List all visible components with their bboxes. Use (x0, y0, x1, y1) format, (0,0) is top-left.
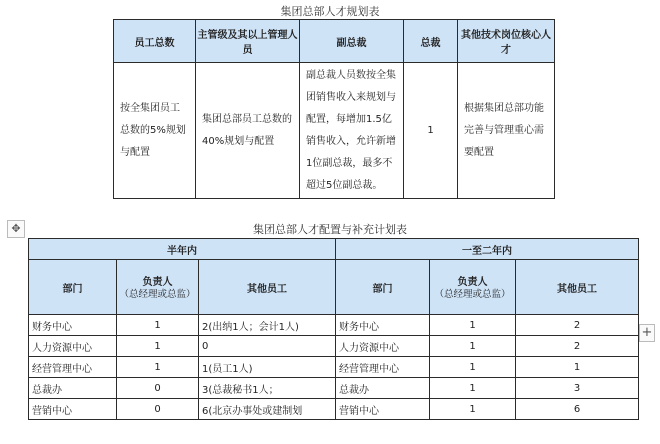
cell-core-talent: 根据集团总部功能完善与管理重心需要配置 (458, 63, 555, 199)
header-other-staff-1: 其他员工 (199, 260, 336, 315)
cell-other-staff-2: 1 (516, 357, 639, 378)
header-manager-1 (117, 260, 199, 315)
cell-department-2: 营销中心 (336, 399, 430, 420)
cell-other-staff-2: 6 (516, 399, 639, 420)
header-president: 总裁 (404, 20, 458, 63)
cell-manager-count: 0 (117, 378, 199, 399)
table-row (29, 357, 639, 378)
header-manager-2 (430, 260, 516, 315)
table-row (29, 315, 639, 336)
table-row (29, 378, 639, 399)
cell-vice-president: 副总裁人员数按全集团销售收入来规划与配置，每增加1.5亿销售收入，允许新增1位副总裁，最多不超过5位副总裁。 (300, 63, 404, 199)
cell-other-staff: 2(出纳1人；会计1人) (199, 315, 336, 336)
header-total-staff: 员工总数 (114, 20, 196, 63)
table-row (29, 399, 639, 420)
cell-manager-count-2: 1 (430, 357, 516, 378)
header-managers: 主管级及其以上管理人员 (196, 20, 300, 63)
header-department-1: 部门 (29, 260, 117, 315)
cell-manager-count-2: 1 (430, 336, 516, 357)
cell-managers: 集团总部员工总数的40%规划与配置 (196, 63, 300, 199)
cell-manager-count: 1 (117, 357, 199, 378)
header-core-talent: 其他技术岗位核心人才 (458, 20, 555, 63)
cell-other-staff: 3(总裁秘书1人； (199, 378, 336, 399)
add-column-icon[interactable]: + (639, 324, 655, 342)
manager-sublabel: （总经理或总监） (119, 288, 196, 300)
cell-department: 营销中心 (29, 399, 117, 420)
cell-other-staff-2: 2 (516, 336, 639, 357)
cell-department-2: 经营管理中心 (336, 357, 430, 378)
cell-manager-count-2: 1 (430, 315, 516, 336)
cell-manager-count: 1 (117, 315, 199, 336)
cell-total-staff: 按全集团员工总数的5%规划与配置 (114, 63, 196, 199)
cell-department: 经营管理中心 (29, 357, 117, 378)
cell-president: 1 (404, 63, 458, 199)
cell-manager-count: 0 (117, 399, 199, 420)
cell-other-staff: 0 (199, 336, 336, 357)
header-half-year: 半年内 (29, 239, 336, 260)
cell-department-2: 总裁办 (336, 378, 430, 399)
header-vice-president: 副总裁 (300, 20, 404, 63)
table-row (29, 336, 639, 357)
header-department-2: 部门 (336, 260, 430, 315)
talent-plan-table (113, 19, 555, 199)
cell-other-staff-2: 3 (516, 378, 639, 399)
staffing-plan-table (28, 238, 639, 420)
cell-department: 财务中心 (29, 315, 117, 336)
cell-manager-count-2: 1 (430, 399, 516, 420)
cell-other-staff: 6(北京办事处或建制划 (199, 399, 336, 420)
header-one-two-years: 一至二年内 (336, 239, 639, 260)
cell-department: 总裁办 (29, 378, 117, 399)
cell-department: 人力资源中心 (29, 336, 117, 357)
manager-sublabel: （总经理或总监） (434, 288, 511, 300)
plan-table-title: 集团总部人才规划表 (280, 5, 380, 18)
staffing-table-title: 集团总部人才配置与补充计划表 (253, 223, 407, 236)
header-other-staff-2: 其他员工 (516, 260, 639, 315)
manager-label: 负责人 (142, 276, 173, 288)
cell-department-2: 人力资源中心 (336, 336, 430, 357)
cell-manager-count: 1 (117, 336, 199, 357)
cell-manager-count-2: 1 (430, 378, 516, 399)
cell-other-staff: 1(员工1人) (199, 357, 336, 378)
manager-label: 负责人 (457, 276, 488, 288)
table-move-icon[interactable]: ✥ (7, 220, 25, 238)
cell-department-2: 财务中心 (336, 315, 430, 336)
cell-other-staff-2: 2 (516, 315, 639, 336)
